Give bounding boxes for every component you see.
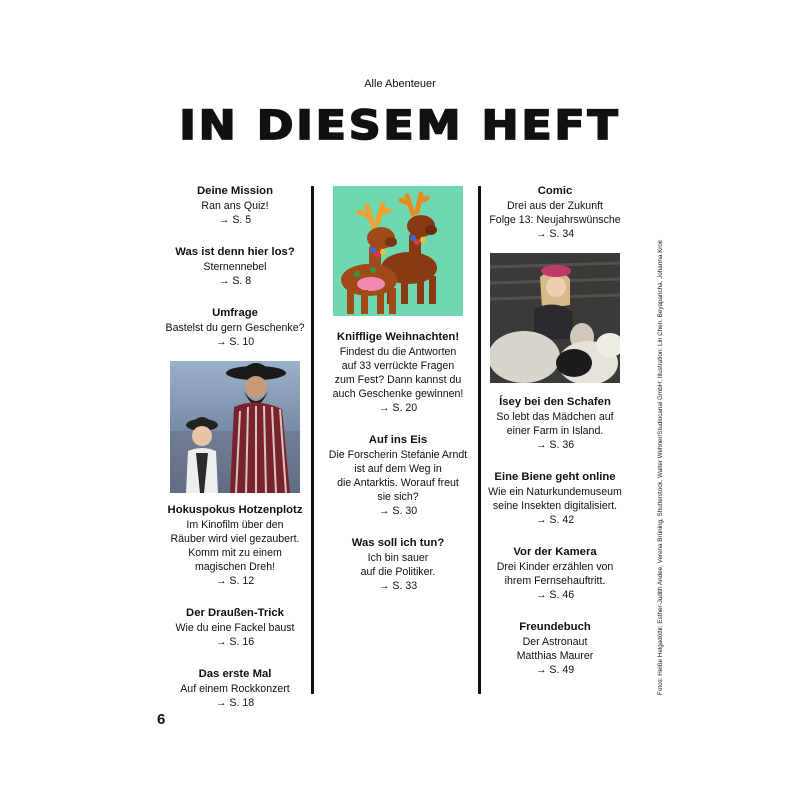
toc-column-right (484, 184, 626, 677)
toc-page-ref: → S. 12 (215, 575, 255, 587)
page-number: 6 (157, 711, 166, 728)
toc-entry[interactable] (484, 620, 626, 677)
toc-entry-text: Drei Kinder erzählen von (496, 561, 614, 573)
toc-entry-text: Wie du eine Fackel baust (175, 622, 295, 634)
toc-entry-text: Räuber wird viel gezaubert. (170, 533, 300, 545)
toc-entry[interactable] (318, 330, 478, 415)
toc-entry[interactable] (160, 606, 310, 649)
toc-entry-title: Auf ins Eis (368, 434, 428, 446)
toc-entry[interactable] (160, 503, 310, 588)
toc-entry-text: zum Fest? Dann kannst du (334, 374, 462, 386)
toc-entry-title: Der Draußen-Trick (186, 607, 284, 619)
toc-entry-title: Vor der Kamera (513, 546, 597, 558)
toc-page-ref: → S. 46 (535, 589, 575, 601)
toc-entry[interactable] (484, 545, 626, 602)
toc-entry-text: Im Kinofilm über den (186, 519, 284, 531)
toc-entry-text: einer Farm in Island. (506, 425, 604, 437)
toc-page-ref: → S. 8 (218, 275, 252, 287)
toc-entry[interactable] (318, 433, 478, 518)
toc-entry-title: Knifflige Weihnachten! (336, 331, 460, 343)
toc-entry-text: ihrem Fernsehauftritt. (504, 575, 606, 587)
toc-entry-text: Der Astronaut (522, 636, 588, 648)
toc-page-ref: → S. 5 (218, 214, 252, 226)
toc-entry[interactable] (318, 536, 478, 593)
hotzenplotz-photo (170, 361, 300, 493)
toc-entry-title: Das erste Mal (198, 668, 272, 680)
toc-entry-text: Folge 13: Neujahrswünsche (489, 214, 621, 226)
column-divider (478, 186, 481, 694)
toc-entry-text: Ich bin sauer (367, 552, 429, 564)
toc-entry-title: Umfrage (212, 307, 258, 319)
toc-entry-text: auf die Politiker. (360, 566, 436, 578)
toc-entry-text: Komm mit zu einem (188, 547, 282, 559)
toc-entry[interactable] (160, 184, 310, 227)
toc-page-ref: → S. 30 (378, 505, 418, 517)
toc-entry-text: Wie ein Naturkundemuseum (488, 486, 622, 498)
toc-entry-text: Matthias Maurer (516, 650, 594, 662)
toc-entry-text: Sternennebel (203, 261, 267, 273)
toc-entry-title: Was soll ich tun? (351, 537, 445, 549)
toc-entry-title: Was ist denn hier los? (175, 246, 295, 258)
photo-credit: Fotos: Heiße Helgadóttir, Esther-Judith Andee, Verena Brüning, Shutterstock, Walter Wehner/Studiocanal GmbH; Illustration: Lin Chen, Beyaparicha, Johanna Kroir (657, 239, 664, 695)
toc-entry-text: sie sich? (377, 491, 419, 503)
reindeer-illustration (333, 186, 463, 316)
toc-entry[interactable] (160, 306, 310, 349)
toc-entry-text: Findest du die Antworten (339, 346, 457, 358)
toc-entry[interactable] (160, 667, 310, 710)
toc-page-ref: → S. 18 (215, 697, 255, 709)
toc-entry-text: auf 33 verrückte Fragen (341, 360, 455, 372)
toc-entry-title: Ísey bei den Schafen (499, 396, 611, 408)
toc-entry-title: Comic (537, 185, 573, 197)
toc-entry-text: Bastelst du gern Geschenke? (165, 322, 305, 334)
toc-entry-text: magischen Dreh! (194, 561, 276, 573)
page-title: IN DIESEM HEFT (179, 102, 621, 149)
section-kicker: Alle Abenteuer (364, 78, 436, 90)
toc-entry-text: Die Forscherin Stefanie Arndt (328, 449, 468, 461)
toc-entry-text: ist auf dem Weg in (354, 463, 442, 475)
toc-entry-text: Auf einem Rockkonzert (180, 683, 290, 695)
toc-page-ref: → S. 20 (378, 402, 418, 414)
toc-entry[interactable] (484, 395, 626, 452)
toc-entry-text: So lebt das Mädchen auf (496, 411, 614, 423)
toc-page-ref: → S. 16 (215, 636, 255, 648)
toc-page-ref: → S. 33 (378, 580, 418, 592)
toc-column-left (160, 184, 310, 710)
toc-entry-text: auch Geschenke gewinnen! (332, 388, 464, 400)
toc-entry-text: die Antarktis. Worauf freut (337, 477, 459, 489)
toc-entry-text: Drei aus der Zukunft (507, 200, 603, 212)
toc-page-ref: → S. 42 (535, 514, 575, 526)
toc-page-ref: → S. 10 (215, 336, 255, 348)
toc-page-ref: → S. 36 (535, 439, 575, 451)
toc-entry-title: Freundebuch (519, 621, 591, 633)
toc-entry[interactable] (160, 245, 310, 288)
toc-entry-title: Hokuspokus Hotzenplotz (167, 504, 303, 516)
toc-entry-title: Eine Biene geht online (494, 471, 616, 483)
toc-page-ref: → S. 49 (535, 664, 575, 676)
toc-column-middle (318, 184, 478, 593)
column-divider (311, 186, 314, 694)
toc-entry[interactable] (484, 184, 626, 241)
toc-entry-text: Ran ans Quiz! (201, 200, 269, 212)
toc-entry[interactable] (484, 470, 626, 527)
toc-entry-title: Deine Mission (197, 185, 273, 197)
sheep-farm-photo (490, 253, 620, 383)
toc-page-ref: → S. 34 (535, 228, 575, 240)
toc-entry-text: seine Insekten digitalisiert. (492, 500, 618, 512)
